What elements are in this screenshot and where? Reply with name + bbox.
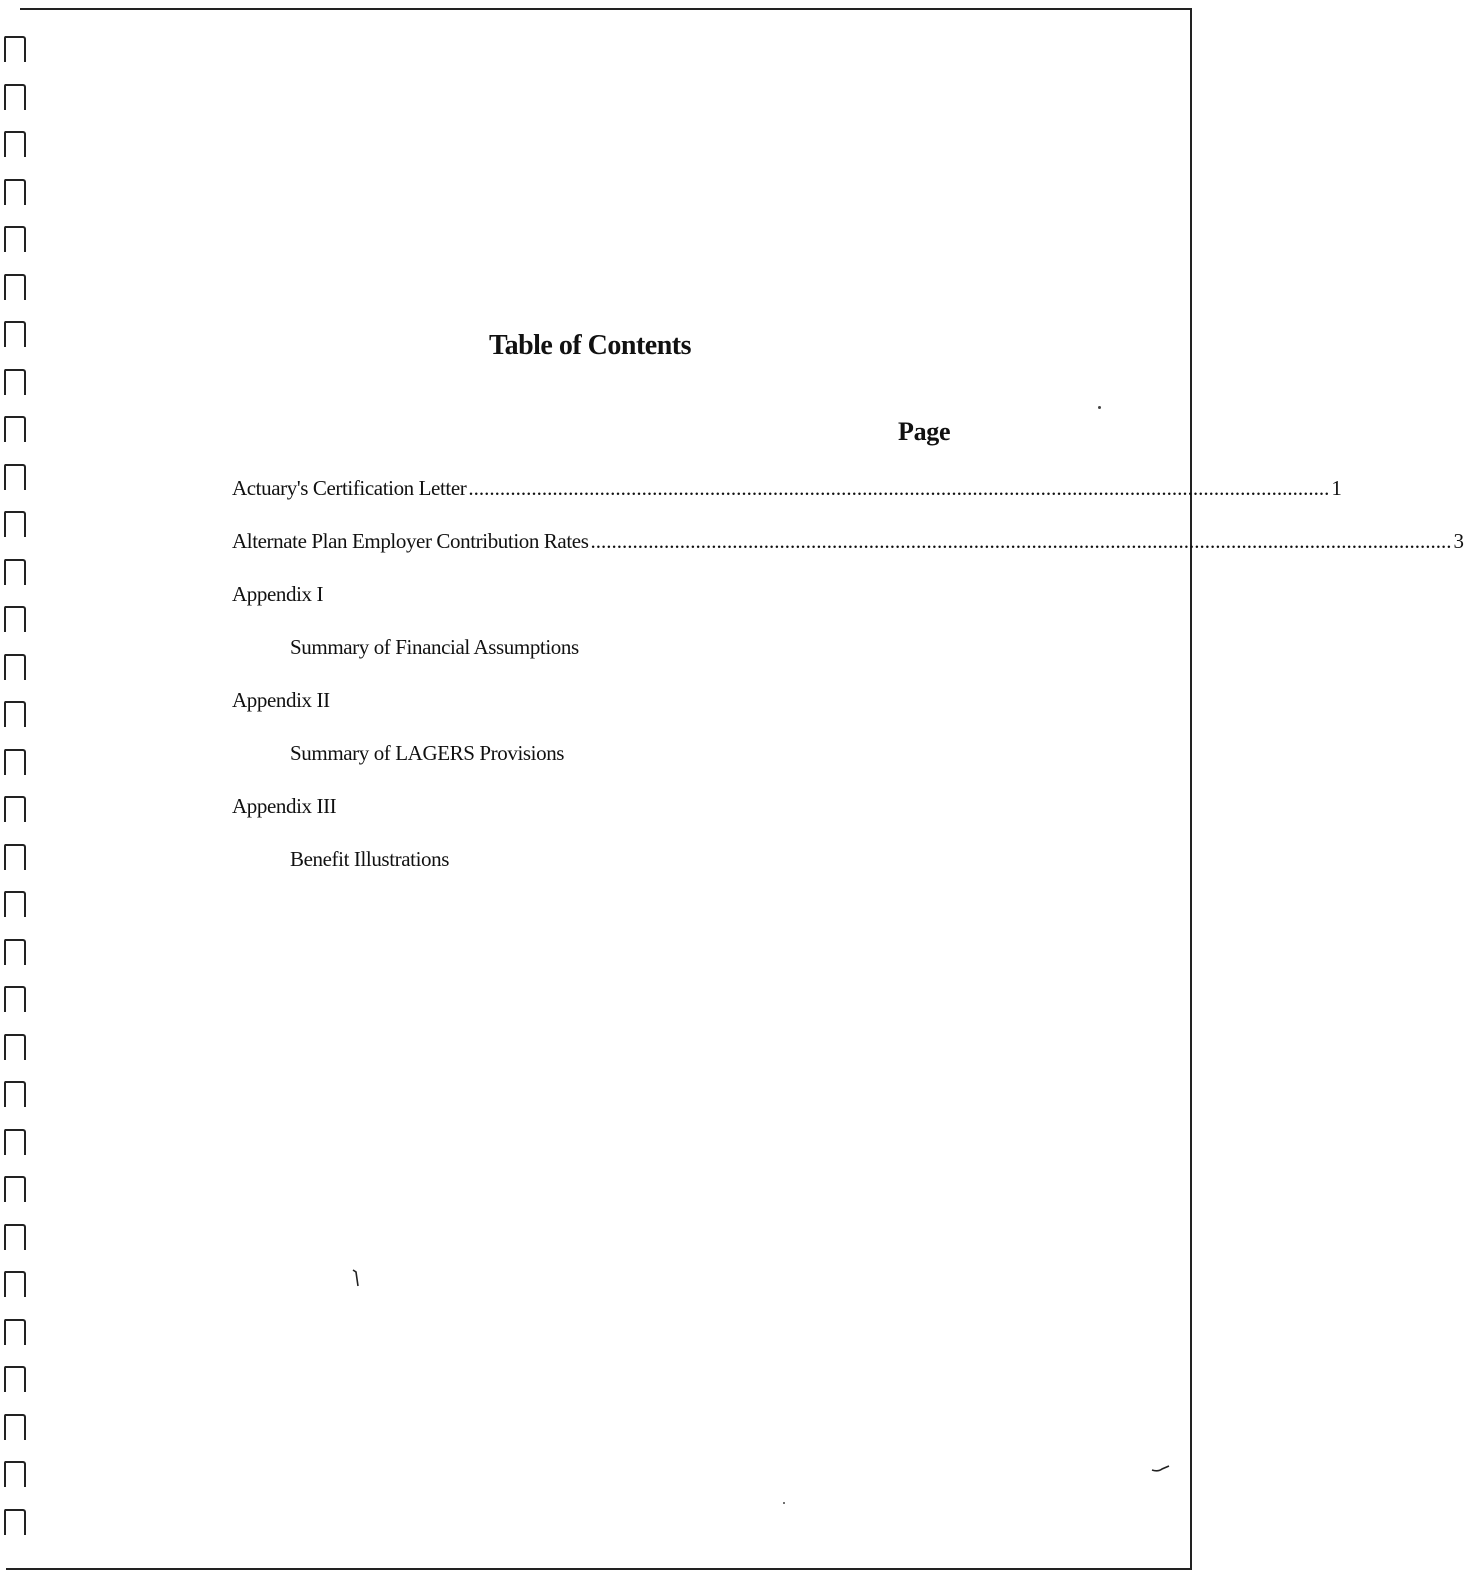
page-title-text: Table of Contents xyxy=(488,330,692,361)
toc-entry-label: Appendix I xyxy=(232,582,324,606)
toc-entry-contribution-rates[interactable] xyxy=(232,529,1464,582)
binding-hole xyxy=(4,559,26,585)
binding-hole xyxy=(4,844,26,870)
toc-leader-dots: .................................................................................................................................................................... xyxy=(590,529,1452,553)
toc-entry-label: Alternate Plan Employer Contribution Rates xyxy=(232,529,589,553)
toc-entry-label: Appendix III xyxy=(232,794,337,818)
scan-mark xyxy=(1150,1462,1172,1476)
binding-hole xyxy=(4,1081,26,1107)
toc-entry-label: Summary of LAGERS Provisions xyxy=(290,741,565,765)
binding-hole xyxy=(4,939,26,965)
page-column-heading: Page xyxy=(898,417,951,446)
binding-hole xyxy=(4,416,26,442)
binding-hole xyxy=(4,84,26,110)
scan-mark xyxy=(350,1268,364,1290)
binding-hole xyxy=(4,274,26,300)
toc-entry-appendix-ii[interactable] xyxy=(232,688,932,741)
binding-hole xyxy=(4,1176,26,1202)
toc-entry-appendix-iii[interactable] xyxy=(232,794,932,847)
binding-hole xyxy=(4,891,26,917)
binding-hole xyxy=(4,701,26,727)
binding-hole xyxy=(4,1366,26,1392)
toc-entry-label: Summary of Financial Assumptions xyxy=(290,635,579,659)
binding-hole xyxy=(4,511,26,537)
toc-entry-benefit-illustrations[interactable] xyxy=(232,847,932,900)
binding-hole xyxy=(4,796,26,822)
binding-hole xyxy=(4,369,26,395)
binding-hole xyxy=(4,1034,26,1060)
binding-hole xyxy=(4,1224,26,1250)
toc-entry-label: Benefit Illustrations xyxy=(290,847,449,871)
binding-hole xyxy=(4,1414,26,1440)
toc-entry-page: 1 xyxy=(1331,476,1342,500)
binding-hole xyxy=(4,36,26,62)
spiral-binding xyxy=(0,0,40,1580)
binding-hole xyxy=(4,464,26,490)
toc-leader-dots: .................................................................................................................................................................... xyxy=(468,476,1330,500)
toc-entry-label: Actuary's Certification Letter xyxy=(232,476,467,500)
page-border-right xyxy=(1190,8,1192,1570)
page-border-top xyxy=(20,8,1192,10)
toc-entry-label: Appendix II xyxy=(232,688,330,712)
toc-entry-appendix-i[interactable] xyxy=(232,582,932,635)
binding-hole xyxy=(4,179,26,205)
binding-hole xyxy=(4,1129,26,1155)
binding-hole xyxy=(4,654,26,680)
scan-speck xyxy=(1098,406,1101,409)
toc-entry-certification-letter[interactable] xyxy=(232,476,1342,529)
scan-speck xyxy=(783,1502,785,1504)
binding-hole xyxy=(4,1271,26,1297)
page-border-bottom xyxy=(6,1568,1192,1570)
binding-hole xyxy=(4,1319,26,1345)
binding-hole xyxy=(4,1461,26,1487)
page-title xyxy=(0,330,1180,362)
binding-hole xyxy=(4,131,26,157)
binding-hole xyxy=(4,226,26,252)
toc-entry-lagers-provisions[interactable] xyxy=(232,741,932,794)
toc-entry-page: 3 xyxy=(1453,529,1464,553)
binding-hole xyxy=(4,749,26,775)
binding-hole xyxy=(4,606,26,632)
toc-entry-financial-assumptions[interactable] xyxy=(232,635,932,688)
toc-list xyxy=(232,476,1464,900)
binding-hole xyxy=(4,1509,26,1535)
binding-hole xyxy=(4,986,26,1012)
